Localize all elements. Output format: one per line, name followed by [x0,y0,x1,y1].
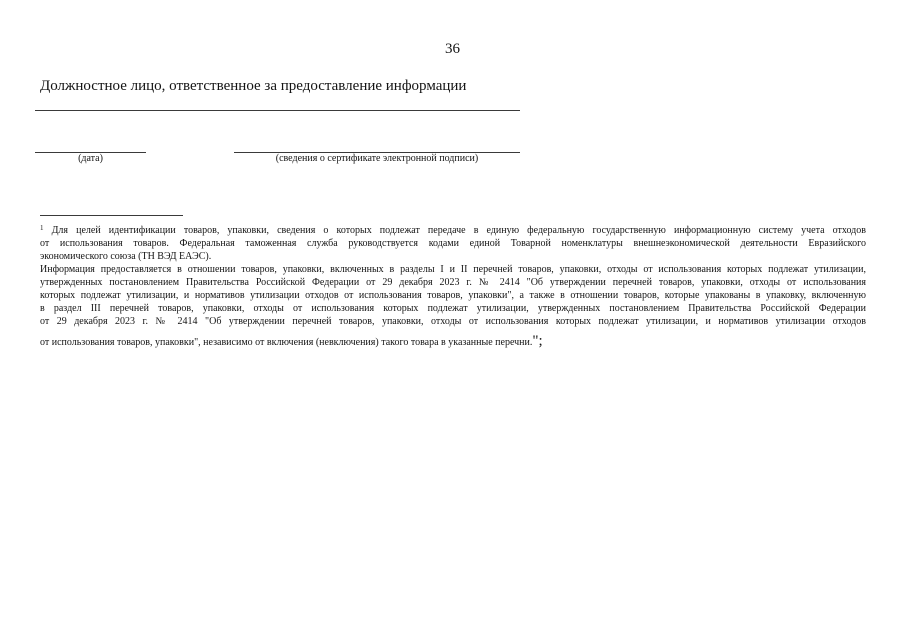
footnote-line-text: Для целей идентификации товаров, упаковки, сведения о которых подлежат передаче в единую федеральную государственную информационную систему учета отходов [51,225,866,236]
footnote-closing-quote: "; [532,333,543,349]
footnote-line-text: от использования товаров, упаковки", независимо от включения (невключения) такого товара в указанные перечни. [40,337,533,348]
page-number: 36 [445,41,460,57]
footnote-line [40,224,866,237]
footnote-line-text: от использования товаров. Федеральная таможенная служба руководствуется кодами единой Товарной номенклатуры внешнеэкономической деятельности Евразийского [40,238,866,249]
footnote-line [40,335,866,351]
footnote-line-text: экономического союза (ТН ВЭД ЕАЭС). [40,251,212,262]
footnote-marker: 1 [40,224,44,232]
footnote-line [40,302,866,315]
footnote-line-text: от 29 декабря 2023 г. № 2414 "Об утверждении перечней товаров, упаковки, отходы от использования которых подлежат утилизации, и нормативов утилизации отходов [40,316,866,327]
responsible-official-heading: Должностное лицо, ответственное за предоставление информации [40,78,467,94]
footnote-line [40,237,866,250]
footnote-line [40,263,866,276]
footnote [40,224,866,351]
footnote-line-text: в раздел III перечней товаров, упаковки, отходы от использования которых подлежат утилизации, утвержденных постановлением Правительства Российской Федерации [40,303,866,314]
footnote-line [40,250,866,263]
footnote-line-text: Информация предоставляется в отношении товаров, упаковки, включенных в разделы I и II перечней товаров, упаковки, отходы от использования которых подлежат утилизации, [40,264,866,275]
footnote-line [40,276,866,289]
footnote-line-text: утвержденных постановлением Правительства Российской Федерации от 29 декабря 2023 г. № 2414 "Об утверждении перечней товаров, упаковки, отходы от использования [40,277,866,288]
certificate-caption: (сведения о сертификате электронной подписи) [275,153,479,164]
footnote-separator [40,215,183,216]
footnote-line [40,289,866,302]
footnote-line-text: которых подлежат утилизации, и нормативов утилизации отходов от использования товаров, упаковки", а также в отношении товаров, которые упакованы в упаковку, включенную [40,290,866,301]
date-caption: (дата) [78,153,103,164]
footnote-line [40,315,866,328]
official-name-line [35,110,520,111]
